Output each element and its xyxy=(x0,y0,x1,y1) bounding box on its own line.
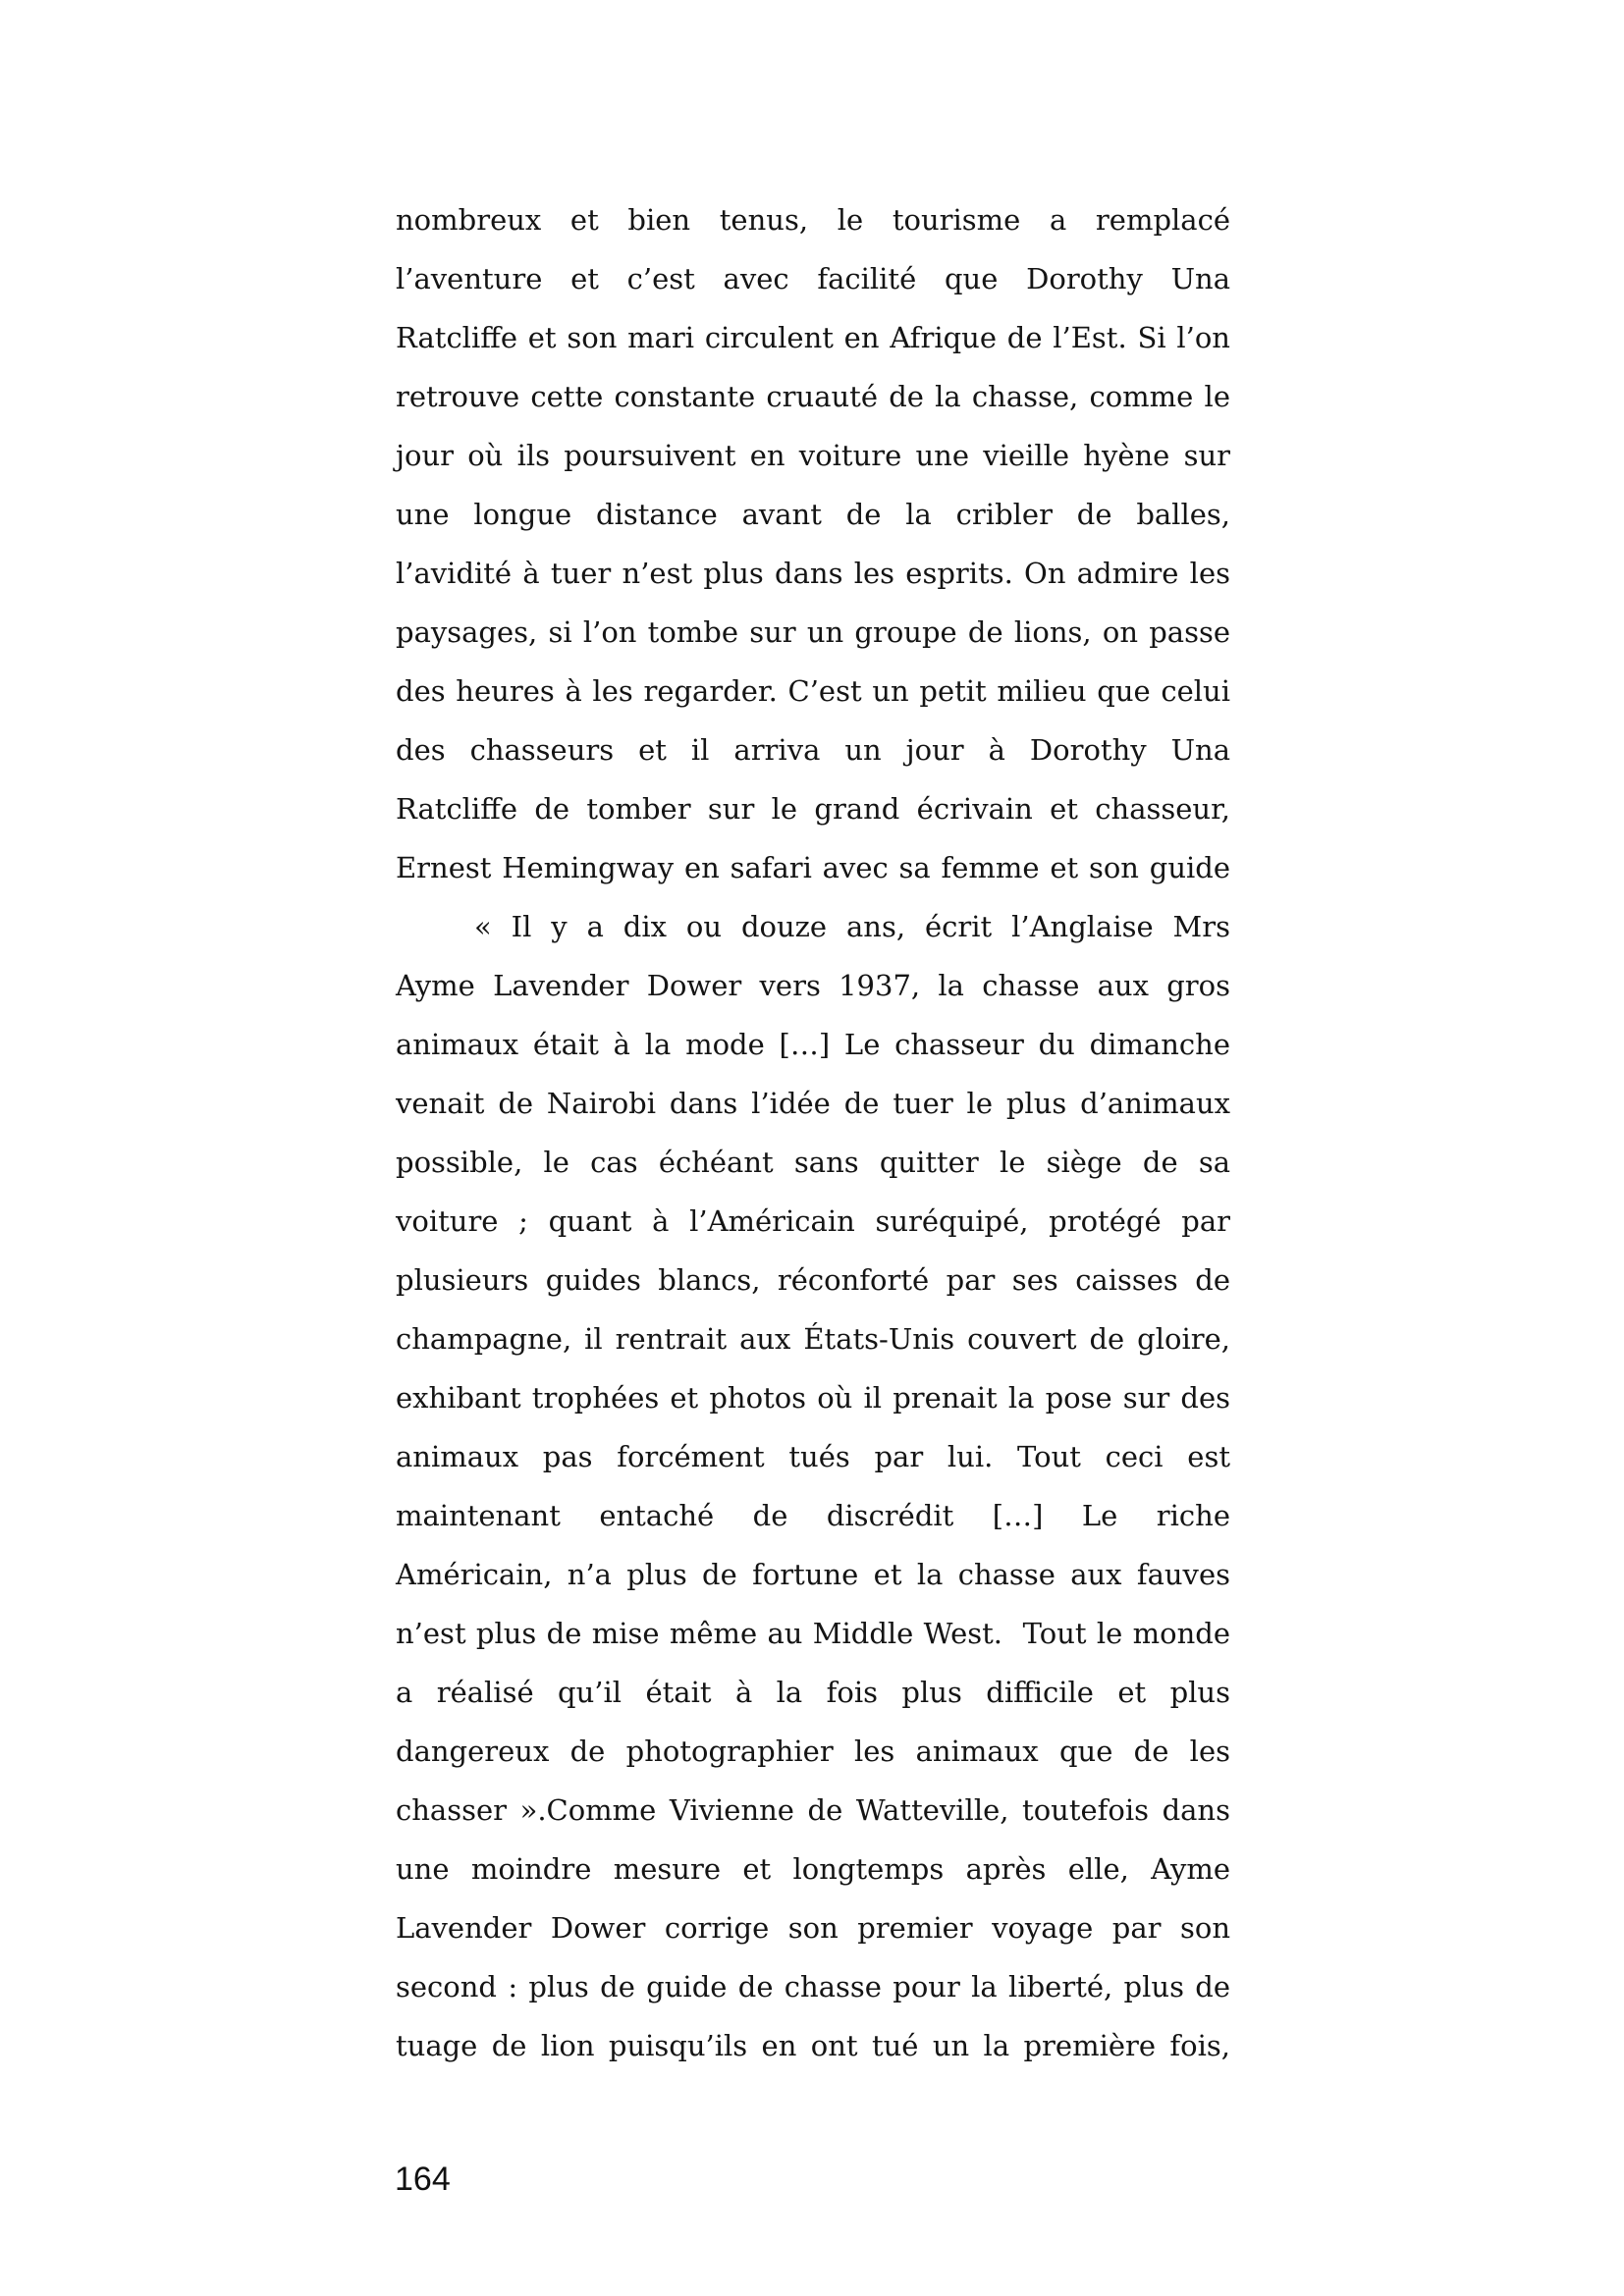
text-line: jour où ils poursuivent en voiture une vieille hyène sur xyxy=(396,439,1230,472)
text-line: maintenant entaché de discrédit […] Le riche xyxy=(396,1499,1230,1532)
text-line: champagne, il rentrait aux États-Unis couvert de gloire, xyxy=(396,1322,1230,1356)
text-line: retrouve cette constante cruauté de la chasse, comme le xyxy=(396,380,1230,413)
text-line: chasser ».Comme Vivienne de Watteville, toutefois dans xyxy=(396,1793,1230,1827)
text-line: second : plus de guide de chasse pour la liberté, plus de xyxy=(396,1970,1230,2003)
text-line: Ratcliffe et son mari circulent en Afrique de l’Est. Si l’on xyxy=(396,321,1230,354)
text-line: dangereux de photographier les animaux que de les xyxy=(396,1735,1230,1768)
text-line: tuage de lion puisqu’ils en ont tué un la première fois, xyxy=(396,2029,1230,2062)
text-line: n’est plus de mise même au Middle West. Tout le monde xyxy=(396,1617,1230,1650)
text-line: Ernest Hemingway en safari avec sa femme et son guide xyxy=(396,851,1230,884)
text-line: plusieurs guides blancs, réconforté par ses caisses de xyxy=(396,1263,1230,1297)
text-line: a réalisé qu’il était à la fois plus difficile et plus xyxy=(396,1676,1230,1709)
text-line: Américain, n’a plus de fortune et la chasse aux fauves xyxy=(396,1558,1230,1591)
text-line: possible, le cas échéant sans quitter le siège de sa xyxy=(396,1146,1230,1179)
text-line: nombreux et bien tenus, le tourisme a remplacé xyxy=(396,203,1230,237)
text-line: l’avidité à tuer n’est plus dans les esprits. On admire les xyxy=(396,557,1230,590)
text-line: une longue distance avant de la cribler de balles, xyxy=(396,498,1230,531)
text-line: Lavender Dower corrige son premier voyage par son xyxy=(396,1911,1230,1945)
body-text xyxy=(396,190,1230,2075)
text-line: Ratcliffe de tomber sur le grand écrivain et chasseur, xyxy=(396,792,1230,826)
text-line: une moindre mesure et longtemps après elle, Ayme xyxy=(396,1852,1230,1886)
text-line: Ayme Lavender Dower vers 1937, la chasse aux gros xyxy=(396,969,1230,1002)
text-line: paysages, si l’on tombe sur un groupe de lions, on passe xyxy=(396,615,1230,649)
text-line: l’aventure et c’est avec facilité que Dorothy Una xyxy=(396,262,1230,295)
text-line: animaux pas forcément tués par lui. Tout ceci est xyxy=(396,1440,1230,1473)
text-line: exhibant trophées et photos où il prenait la pose sur des xyxy=(396,1381,1230,1415)
text-line: « Il y a dix ou douze ans, écrit l’Anglaise Mrs xyxy=(474,910,1230,943)
text-line: animaux était à la mode […] Le chasseur du dimanche xyxy=(396,1028,1230,1061)
text-line: des chasseurs et il arriva un jour à Dorothy Una xyxy=(396,733,1230,767)
page-number: 164 xyxy=(395,2161,451,2198)
text-line: des heures à les regarder. C’est un petit milieu que celui xyxy=(396,674,1230,708)
text-line: venait de Nairobi dans l’idée de tuer le plus d’animaux xyxy=(396,1087,1230,1120)
text-line: voiture ; quant à l’Américain suréquipé, protégé par xyxy=(396,1204,1230,1238)
